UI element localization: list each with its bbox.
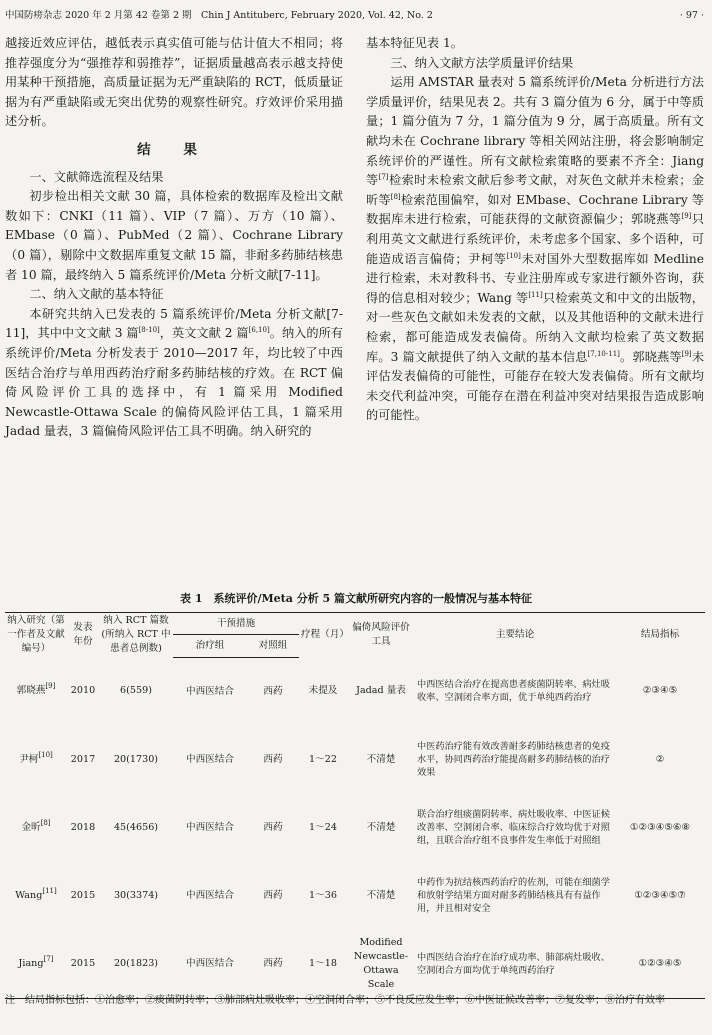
citation: [7,10-11] xyxy=(587,349,620,358)
continued-paragraph: 基本特征见表 1。 xyxy=(366,36,463,50)
cell-year: 2015 xyxy=(70,889,96,901)
cell-outcomes: ② xyxy=(655,753,665,765)
table-row xyxy=(5,726,705,794)
citation: [10] xyxy=(38,750,53,759)
left-column xyxy=(5,34,343,442)
text-span: 检索时未检索文献后参考文献，对灰色文献并未检索；金昕等 xyxy=(366,173,705,207)
text-span: 只检索英文和中文的出版物，对一些灰色文献如未发表的文献，以及其他语种的文献未进行检索，都可能造成发表偏倚。所纳入文献均检索了英文数据库。3 篇文献提供了纳入文献的基本信息 xyxy=(366,290,704,364)
table-row xyxy=(5,657,705,726)
cell-outcomes: ①②③④⑤ xyxy=(615,930,705,999)
characteristics-table xyxy=(5,612,705,999)
citation: [11] xyxy=(42,886,57,895)
cell-author xyxy=(5,794,67,862)
cell-year: 2015 xyxy=(67,930,99,999)
header-conclusion: 主要结论 xyxy=(415,613,615,658)
header-year: 发表年份 xyxy=(67,613,99,658)
text-span: ，英文文献 2 篇 xyxy=(159,326,249,341)
header-outcomes: 结局指标 xyxy=(615,613,705,658)
intro-paragraph: 越接近效应评估，越低表示真实值可能与估计值大不相同；将推荐强度分为“强推荐和弱推荐”，证据质量越高表示越支持使用某种干预措施，高质量证据为无严重缺陷的 RCT，低质量证据为有严重缺陷或无突出优势的观察性研究。疗效评价采用描述分析。 xyxy=(5,36,343,129)
citation: [8] xyxy=(390,192,401,201)
header-treatment: 治疗组 xyxy=(173,635,247,657)
cell-outcomes: ①②③④⑤⑦ xyxy=(634,889,686,901)
citation: [7] xyxy=(43,954,54,963)
running-head xyxy=(0,8,712,24)
author-name: Jiang xyxy=(18,957,44,969)
section-2-paragraph xyxy=(5,305,343,442)
text-span: 运用 AMSTAR 量表对 5 篇系统评价/Meta 分析进行方法学质量评价，结果见表 2。共有 3 篇分值为 6 分，属于中等质量；1 篇分值为 7 分，1 篇分值为 9 分，属于高质量。所有文献均未在 Cochrane library 等相关网站注册，将会影响制定系统评价的严谨性。所有文献检索策略的要素不齐全：Jiang 等 xyxy=(366,75,704,188)
cell-course: 1～24 xyxy=(309,821,337,833)
cell-course: 1～22 xyxy=(309,753,337,765)
section-3-heading: 三、纳入文献方法学质量评价结果 xyxy=(390,55,574,70)
text-span: 检索范围偏窄，如对 EMbase、Cochrane Library 等数据库未进行检索，可能获得的文献资源偏少；郭晓燕等 xyxy=(366,192,704,227)
cell-control: 西药 xyxy=(247,930,299,999)
right-column xyxy=(366,34,704,426)
text-span: 。纳入的所有系统评价/Meta 分析发表于 2010—2017 年，均比较了中西医结合治疗与单用西药治疗耐多药肺结核的疗效。在 RCT 偏倚风险评价工具的选择中，有 1 篇采用 Modified Newcastle-Ottawa Scale 的偏倚风险评估工具，1 篇采用 Jadad 量表，3 篇偏倚风险评估工具不明确。纳入研究的 xyxy=(5,326,343,439)
cell-treatment: 中西医结合 xyxy=(186,753,234,765)
cell-tool: Jadad 量表 xyxy=(356,685,406,697)
text-span: 本研究共纳入已发表的 5 篇系统评价/Meta 分析文献[7-11]，其中中文文献 3 篇 xyxy=(5,306,343,341)
text-span: 只利用英文文献进行系统评价，未考虑多个国家、多个语种，可能造成语言偏倚；尹柯等 xyxy=(366,212,705,266)
text-span: 。郭晓燕等 xyxy=(619,349,682,364)
table-header-row xyxy=(5,613,705,635)
cell-rct: 45(4656) xyxy=(113,821,159,833)
author-name: Wang xyxy=(15,889,43,901)
cell-author xyxy=(5,930,67,999)
header-course: 疗程（月） xyxy=(299,613,347,658)
journal-info: 中国防痨杂志 2020 年 2 月第 42 卷第 2 期 Chin J Antituberc, February 2020, Vol. 42, No. 2 xyxy=(5,10,433,21)
cell-tool: Modified Newcastle-Ottawa Scale xyxy=(347,930,415,999)
cell-control: 西药 xyxy=(263,753,283,765)
table-row xyxy=(5,794,705,862)
citation: [9] xyxy=(681,212,692,221)
cell-conclusion: 中西医结合治疗在提高患者痰菌阴转率、病灶吸收率、空洞闭合率方面，优于单纯西药治疗 xyxy=(417,679,610,704)
table-row xyxy=(5,930,705,999)
cell-author xyxy=(5,862,67,930)
citation: [8-10] xyxy=(138,326,160,335)
citation: [8] xyxy=(40,818,51,827)
cell-year: 2018 xyxy=(70,821,96,833)
cell-course: 1～18 xyxy=(299,930,347,999)
table-row xyxy=(5,862,705,930)
header-rct: 纳入 RCT 篇数(所纳入 RCT 中患者总例数) xyxy=(99,613,173,658)
citation: [9] xyxy=(681,349,692,358)
citation: [10] xyxy=(506,251,521,260)
header-control: 对照组 xyxy=(247,635,299,657)
header-bias-tool: 偏倚风险评价工具 xyxy=(347,613,415,658)
citation: [6,10] xyxy=(248,326,270,335)
citation: [9] xyxy=(45,682,56,691)
section-1-paragraph: 初步检出相关文献 30 篇，具体检索的数据库及检出文献数如下：CNKI（11 篇）、VIP（7 篇）、万方（10 篇）、EMbase（0 篇）、PubMed（2 篇）、Cochrane Library（0 篇），剔除中文数据库重复文献 15 篇，非耐多药肺结核患者 10 篇，最终纳入 5 篇系统评价/Meta 分析文献[7-11]。 xyxy=(5,189,343,282)
cell-control: 西药 xyxy=(263,821,283,833)
cell-conclusion: 中西医结合治疗在治疗成功率、肺部病灶吸收、空洞闭合方面均优于单纯西药治疗 xyxy=(415,930,615,999)
table-caption: 表 1 系统评价/Meta 分析 5 篇文献所研究内容的一般情况与基本特征 xyxy=(179,592,533,605)
cell-author xyxy=(5,657,67,726)
cell-treatment: 中西医结合 xyxy=(173,930,247,999)
cell-rct: 6(559) xyxy=(120,685,152,697)
cell-conclusion: 中药作为抗结核西药治疗的佐剂，可能在细菌学和放射学结果方面对耐多药肺结核具有有益作用，并且相对安全 xyxy=(417,877,610,914)
cell-control: 西药 xyxy=(263,685,283,697)
cell-outcomes: ②③④⑤ xyxy=(642,685,678,697)
table-note: 注 结局指标包括：①治愈率；②痰菌阴转率；③肺部病灶吸收率；④空洞闭合率；⑤不良反应发生率；⑥中医证候改善率；⑦复发率；⑧治疗有效率 xyxy=(5,995,665,1006)
cell-course: 1～36 xyxy=(309,889,337,901)
cell-year: 2017 xyxy=(70,753,96,765)
header-intervention: 干预措施 xyxy=(173,613,299,635)
cell-treatment: 中西医结合 xyxy=(186,821,234,833)
cell-tool: 不清楚 xyxy=(366,753,396,765)
cell-outcomes: ①②③④⑤⑥⑧ xyxy=(629,821,691,833)
cell-conclusion: 中医药治疗能有效改善耐多药肺结核患者的免疫水平，协同西药治疗能提高耐多药肺结核的治疗效果 xyxy=(417,741,610,778)
author-name: 尹柯 xyxy=(19,753,39,765)
cell-author xyxy=(5,726,67,794)
cell-rct: 20(1823) xyxy=(99,930,173,999)
section-1-heading: 一、文献筛选流程及结果 xyxy=(29,169,164,184)
header-study: 纳入研究（第一作者及文献编号） xyxy=(5,613,67,658)
page-number: · 97 · xyxy=(679,10,704,21)
cell-conclusion: 联合治疗组痰菌阴转率、病灶吸收率、中医证候改善率、空洞闭合率、临床综合疗效均优于对照组，且联合治疗组不良事件发生率低于对照组 xyxy=(417,809,610,846)
citation: [7] xyxy=(378,173,389,182)
cell-treatment: 中西医结合 xyxy=(186,889,234,901)
author-name: 金昕 xyxy=(21,821,41,833)
author-name: 郭晓燕 xyxy=(16,685,46,697)
cell-tool: 不清楚 xyxy=(366,889,396,901)
section-3-paragraph xyxy=(366,73,704,426)
text-span: 未评估发表偏倚的可能性，可能存在较大发表偏倚。所有文献均未交代利益冲突，可能存在潜在利益冲突对结果报告造成影响的可能性。 xyxy=(366,349,705,423)
cell-tool: 不清楚 xyxy=(366,821,396,833)
citation: [11] xyxy=(528,290,543,299)
section-2-heading: 二、纳入文献的基本特征 xyxy=(29,287,164,302)
cell-year: 2010 xyxy=(70,685,96,697)
text-span: 未对国外大型数据库如 Medline 进行检索，未对教科书、专业注册库或专家进行额外咨询，获得的信息相对较少；Wang 等 xyxy=(366,251,704,305)
cell-course: 未提及 xyxy=(308,685,338,697)
cell-treatment: 中西医结合 xyxy=(186,685,234,697)
results-heading: 结 果 xyxy=(137,141,211,158)
cell-control: 西药 xyxy=(263,889,283,901)
cell-rct: 20(1730) xyxy=(113,753,159,765)
cell-rct: 30(3374) xyxy=(113,889,159,901)
